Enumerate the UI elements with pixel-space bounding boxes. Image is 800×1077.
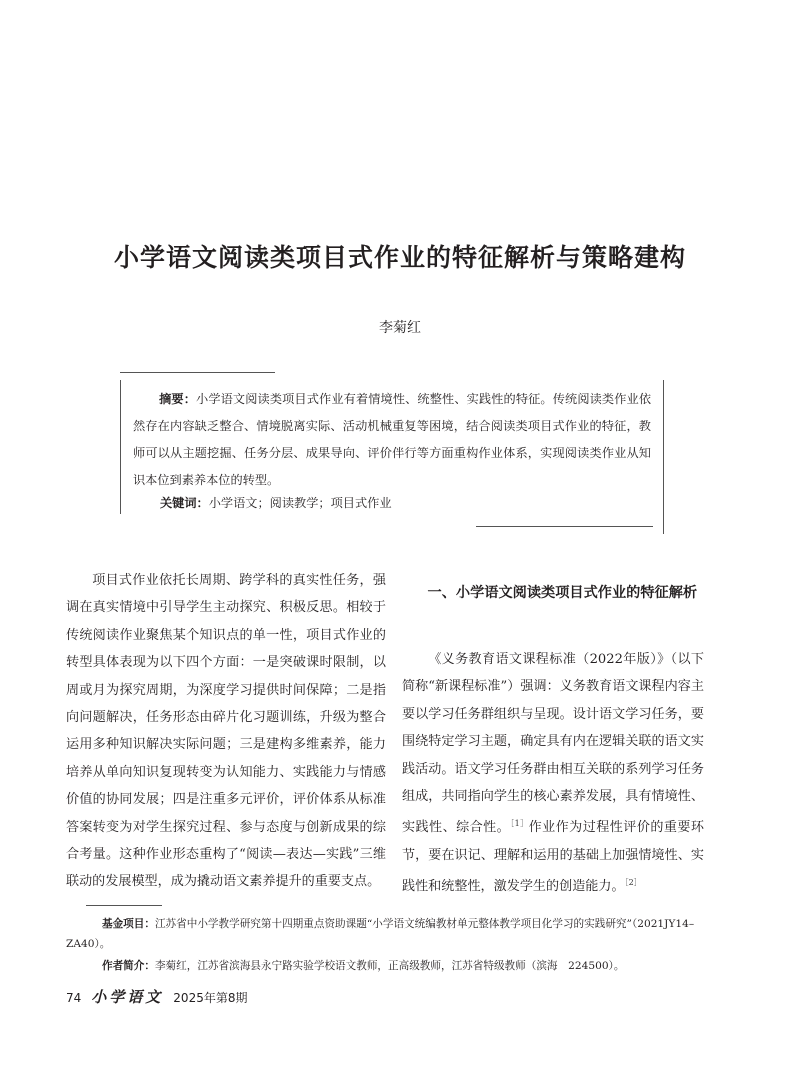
- abstract-right-border: [663, 380, 664, 534]
- footnote-rule: [86, 905, 162, 906]
- footnote-author-bio: [66, 956, 716, 976]
- abstract-left-border: [120, 380, 121, 514]
- abstract-bottom-rule: [476, 526, 653, 527]
- abstract-label: 摘要：: [159, 392, 197, 406]
- left-column: [66, 567, 386, 896]
- funding-text: 江苏省中小学教学研究第十四期重点资助课题“小学语文统编教材单元整体教学项目化学习的实践研究”（2021JY14–ZA40）。: [66, 918, 695, 950]
- intro-paragraph: 项目式作业依托长周期、跨学科的真实性任务，强调在真实情境中引导学生主动探究、积极反思。相较于传统阅读作业聚焦某个知识点的单一性，项目式作业的转型具体表现为以下四个方面：一是突破课时限制，以周或月为探究周期，为深度学习提供时间保障；二是指向问题解决，任务形态由碎片化习题训练，升级为整合运用多种知识解决实际问题；三是建构多维素养，能力培养从单向知识复现转变为认知能力、实践能力与情感价值的协同发展；四是注重多元评价，评价体系从标准答案转变为对学生探究过程、参与态度与创新成果的综合考量。这种作业形态重构了“阅读—表达—实践”三维联动的发展模型，成为撬动语文素养提升的重要支点。: [66, 573, 386, 890]
- abstract-box: [133, 386, 651, 494]
- abstract-text: 小学语文阅读类项目式作业有着情境性、统整性、实践性的特征。传统阅读类作业依然存在内容缺乏整合、情境脱离实际、活动机械重复等困境，结合阅读类项目式作业的特征，教师可以从主题挖掘、任务分层、成果导向、评价伴行等方面重构作业体系，实现阅读类作业从知识本位到素养本位的转型。: [133, 392, 652, 487]
- section-paragraph: [402, 646, 704, 901]
- journal-name: 小学语文: [91, 988, 164, 1006]
- keywords-line: [160, 490, 650, 517]
- abstract-top-rule: [120, 372, 275, 373]
- keywords-text: 小学语文；阅读教学；项目式作业: [208, 496, 392, 510]
- issue-label: 2025年第8期: [173, 991, 248, 1005]
- page-number: 74: [66, 991, 82, 1005]
- section-paragraph-a: 《义务教育语文课程标准（2022年版）》（以下简称“新课程标准”）强调：义务教育语文课程内容主要以学习任务群组织与呈现。设计语文学习任务，要围绕特定学习主题，确定具有内在逻辑关联的语文实践活动。语文学习任务群由相互关联的系列学习任务组成，共同指向学生的核心素养发展，具有情境性、实践性、综合性。: [402, 652, 704, 836]
- footnote-funding: [66, 914, 716, 954]
- author-name: 李菊红: [379, 320, 421, 336]
- funding-label: 基金项目：: [102, 918, 155, 930]
- right-column: [402, 646, 704, 901]
- citation-1: ［1］: [510, 819, 529, 829]
- bio-text: 李菊红，江苏省滨海县永宁路实验学校语文教师，正高级教师，江苏省特级教师（滨海 224500）。: [154, 960, 625, 972]
- page-footer: [66, 986, 247, 1007]
- keywords-label: 关键词：: [160, 496, 209, 510]
- bio-label: 作者简介：: [102, 960, 155, 972]
- article-title: 小学语文阅读类项目式作业的特征解析与策略建构: [113, 243, 686, 272]
- citation-2: ［2］: [624, 878, 642, 888]
- section-heading: 一、小学语文阅读类项目式作业的特征解析: [427, 585, 698, 601]
- section-paragraph-b: 作业作为过程性评价的重要环节，要在识记、理解和运用的基础上加强情境性、实践性和统整性，激发学生的创造能力。: [402, 820, 705, 895]
